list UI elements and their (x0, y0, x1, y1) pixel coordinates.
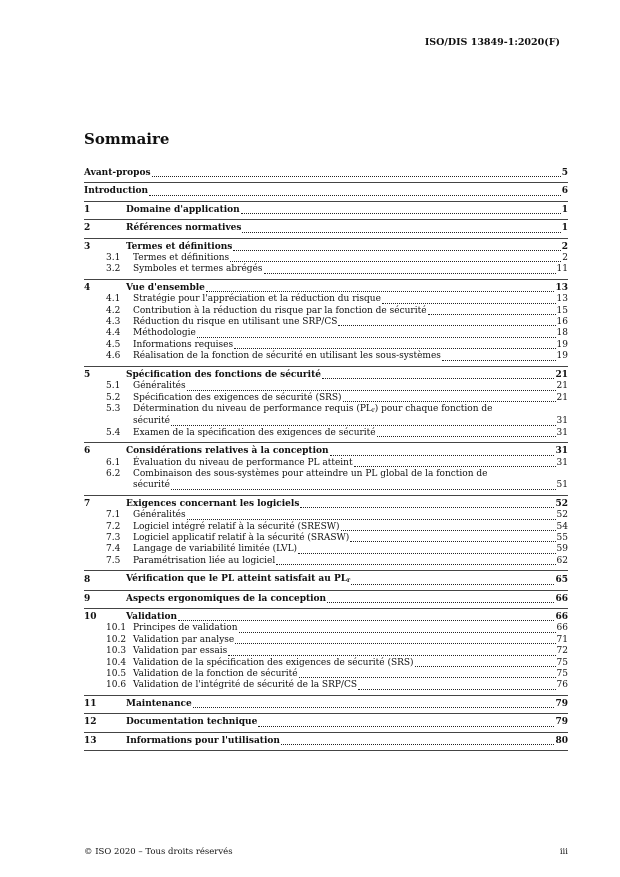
toc-subentry[interactable]: 10.2 Validation par analyse 71 (106, 634, 568, 645)
document-id: ISO/DIS 13849-1:2020(F) (424, 37, 560, 48)
toc-entry-4[interactable]: 4 Vue d'ensemble 13 (84, 282, 568, 293)
toc-subentry[interactable]: 6.1 Évaluation du niveau de performance PL atteint 31 (106, 457, 568, 468)
toc-subentry-5-3-cont[interactable]: sécurité 31 (133, 416, 568, 427)
toc-entry-13[interactable]: 13 Informations pour l'utilisation 80 (84, 735, 568, 746)
page-footer (84, 847, 568, 857)
toc-entry-8[interactable]: 8 Vérification que le PL atteint satisfait au $PL_r$ 65 (84, 574, 568, 586)
toc-subentry[interactable]: 4.5 Informations requises 19 (106, 339, 568, 350)
toc-subentry[interactable]: 4.3 Réduction du risque en utilisant une SRP/CS 16 (106, 317, 568, 328)
toc-subentry[interactable]: 4.1 Stratégie pour l'appréciation et la réduction du risque 13 (106, 294, 568, 305)
toc-subentry[interactable]: 7.4 Langage de variabilité limitée (LVL) 59 (106, 544, 568, 555)
toc-subentry[interactable]: 5.2 Spécification des exigences de sécurité (SRS) 21 (106, 392, 568, 403)
toc-subentry[interactable]: 3.1 Termes et définitions 2 (106, 253, 568, 264)
toc-subentry[interactable]: 10.4 Validation de la spécification des exigences de sécurité (SRS) 75 (106, 657, 568, 668)
toc-entry-9[interactable]: 9 Aspects ergonomiques de la conception 66 (84, 593, 568, 604)
toc-subentry[interactable]: 10.6 Validation de l'intégrité de sécurité de la SRP/CS 76 (106, 680, 568, 691)
toc-subentry[interactable]: 10.3 Validation par essais 72 (106, 646, 568, 657)
toc-entry-11[interactable]: 11 Maintenance 79 (84, 698, 568, 709)
toc-entry-6[interactable]: 6 Considérations relatives à la conception 31 (84, 446, 568, 457)
toc-subentry[interactable]: 10.1 Principes de validation 66 (106, 623, 568, 634)
toc-entry-5[interactable]: 5 Spécification des fonctions de sécurité 21 (84, 369, 568, 380)
toc-subentry[interactable]: 5.1 Généralités 21 (106, 381, 568, 392)
toc-entry-2[interactable]: 2 Références normatives 1 (84, 223, 568, 234)
page-title: Sommaire (84, 130, 170, 148)
toc-entry-1[interactable]: 1 Domaine d'application 1 (84, 204, 568, 215)
toc-subentry-6-2[interactable]: 6.2 Combinaison des sous-systèmes pour atteindre un PL global de la fonction de (106, 468, 488, 479)
toc-subentry[interactable]: 3.2 Symboles et termes abrégés 11 (106, 264, 568, 275)
toc-subentry[interactable]: 7.5 Paramétrisation liée au logiciel 62 (106, 555, 568, 566)
toc-subentry[interactable]: 7.3 Logiciel applicatif relatif à la sécurité (SRASW) 55 (106, 532, 568, 543)
toc-entry-introduction[interactable]: Introduction 6 (84, 186, 568, 197)
toc-subentry[interactable]: 4.6 Réalisation de la fonction de sécurité en utilisant les sous-systèmes 19 (106, 351, 568, 362)
toc-subentry-6-2-cont[interactable]: sécurité 51 (133, 480, 568, 491)
toc-subentry[interactable]: 4.2 Contribution à la réduction du risque par la fonction de sécurité 15 (106, 305, 568, 316)
toc-subentry-5-3[interactable]: 5.3 Détermination du niveau de performance requis $(PL_r)$ pour chaque fonction de (106, 403, 493, 414)
table-of-contents (84, 168, 568, 754)
page-number: iii (559, 847, 568, 857)
toc-entry-7[interactable]: 7 Exigences concernant les logiciels 52 (84, 498, 568, 509)
copyright: © ISO 2020 – Tous droits réservés (84, 847, 233, 857)
toc-subentry[interactable]: 10.5 Validation de la fonction de sécurité 75 (106, 669, 568, 680)
toc-entry-3[interactable]: 3 Termes et définitions 2 (84, 241, 568, 252)
toc-subentry[interactable]: 4.4 Méthodologie 18 (106, 328, 568, 339)
toc-entry-avant-propos[interactable]: Avant-propos 5 (84, 168, 568, 178)
toc-entry-10[interactable]: 10 Validation 66 (84, 612, 568, 622)
toc-subentry[interactable]: 7.1 Généralités 52 (106, 510, 568, 521)
toc-entry-12[interactable]: 12 Documentation technique 79 (84, 717, 568, 728)
toc-subentry[interactable]: 5.4 Examen de la spécification des exigences de sécurité 31 (106, 427, 568, 438)
toc-subentry[interactable]: 7.2 Logiciel intégré relatif à la sécurité (SRESW) 54 (106, 521, 568, 532)
